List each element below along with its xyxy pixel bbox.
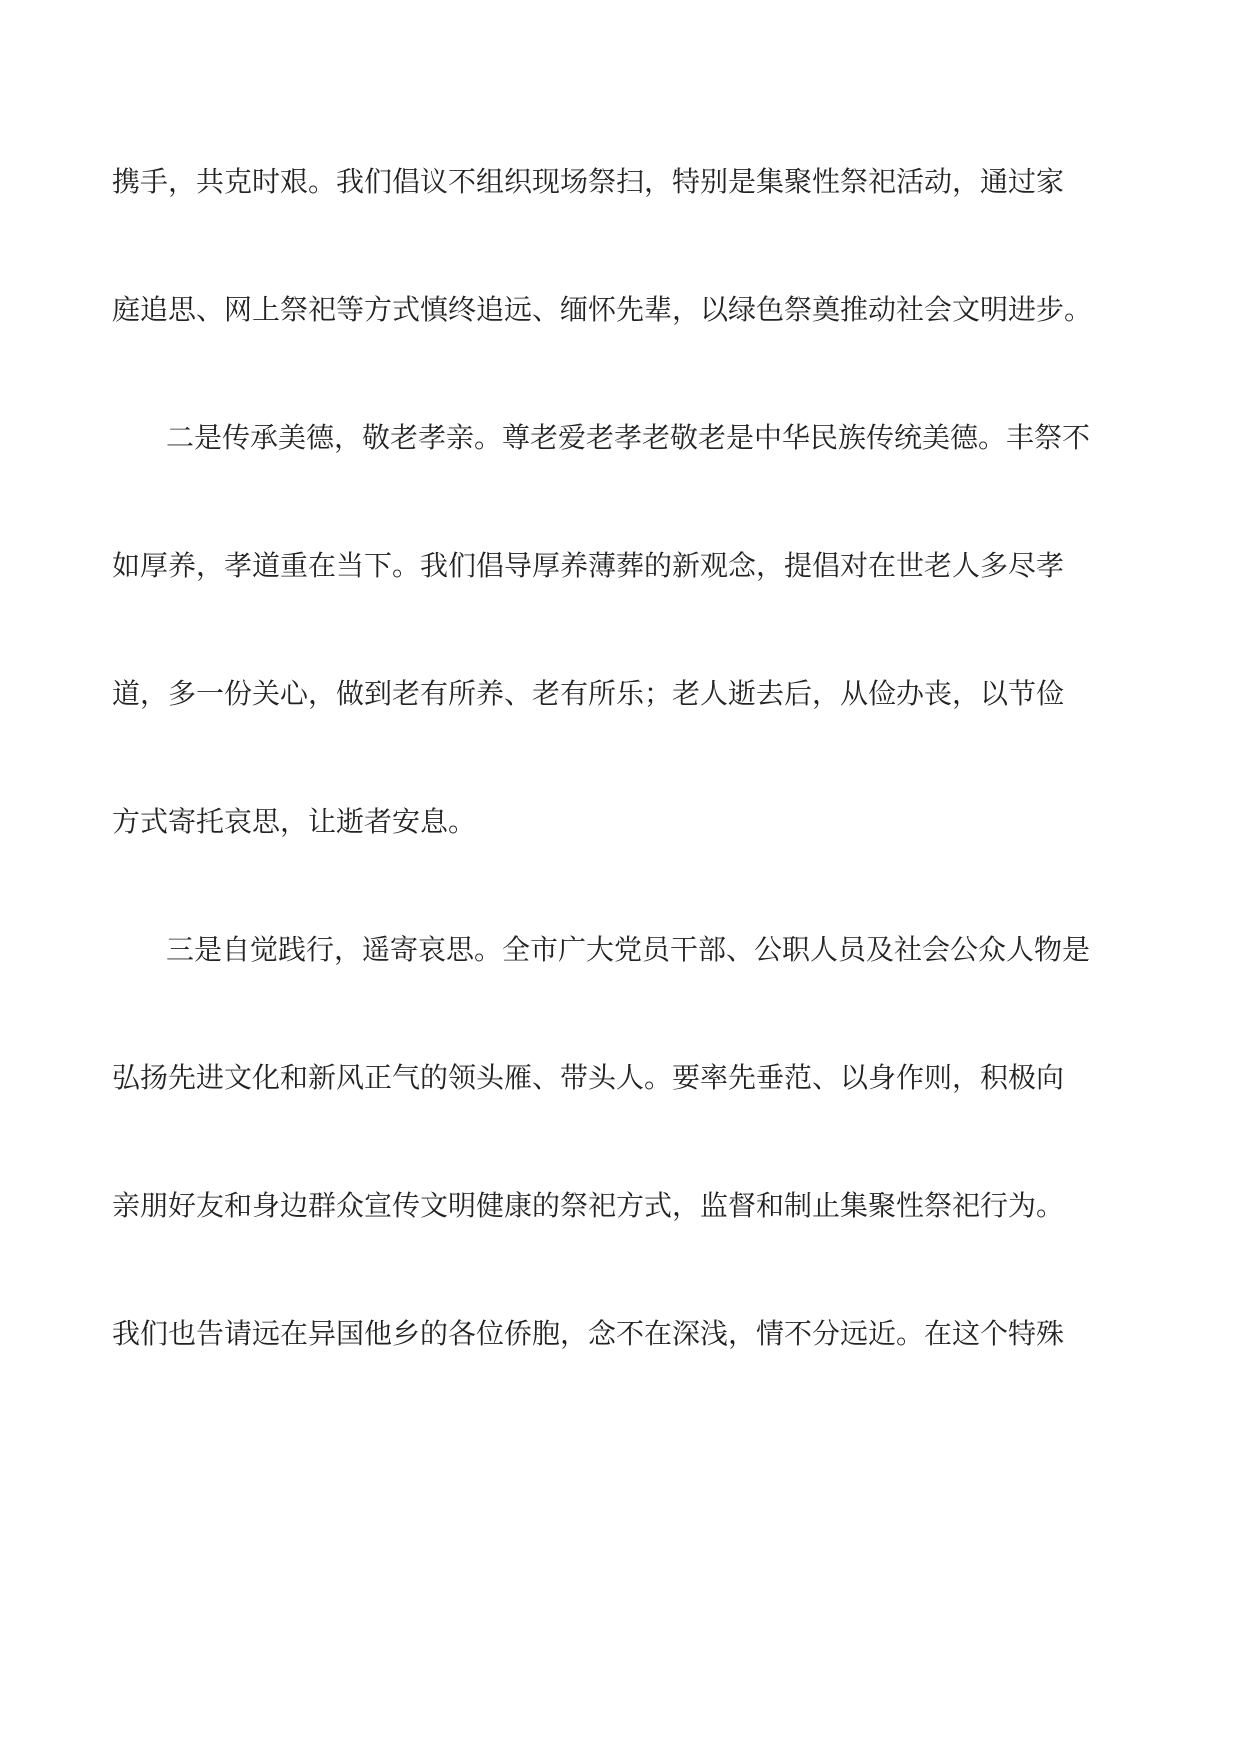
body-text [112,165,1136,1448]
text-line-1: 携手，共克时艰。我们倡议不组织现场祭扫，特别是集聚性祭祀活动，通过家 [112,165,1065,198]
text-line-7-paragraph-start: 三是自觉践行，遥寄哀思。全市广大党员干部、公职人员及社会公众人物是 [166,933,1091,966]
text-line-4: 如厚养，孝道重在当下。我们倡导厚养薄葬的新观念，提倡对在世老人多尽孝 [112,549,1065,582]
text-line-9: 亲朋好友和身边群众宣传文明健康的祭祀方式，监督和制止集聚性祭祀行为。 [112,1189,1065,1222]
text-line-5: 道，多一份关心，做到老有所养、老有所乐；老人逝去后，从俭办丧，以节俭 [112,677,1065,710]
text-line-6: 方式寄托哀思，让逝者安息。 [112,805,477,838]
text-line-10: 我们也告请远在异国他乡的各位侨胞，念不在深浅，情不分远近。在这个特殊 [112,1317,1065,1350]
text-line-2: 庭追思、网上祭祀等方式慎终追远、缅怀先辈，以绿色祭奠推动社会文明进步。 [112,293,1093,326]
text-line-3-paragraph-start: 二是传承美德，敬老孝亲。尊老爱老孝老敬老是中华民族传统美德。丰祭不 [166,421,1091,454]
text-line-8: 弘扬先进文化和新风正气的领头雁、带头人。要率先垂范、以身作则，积极向 [112,1061,1065,1094]
